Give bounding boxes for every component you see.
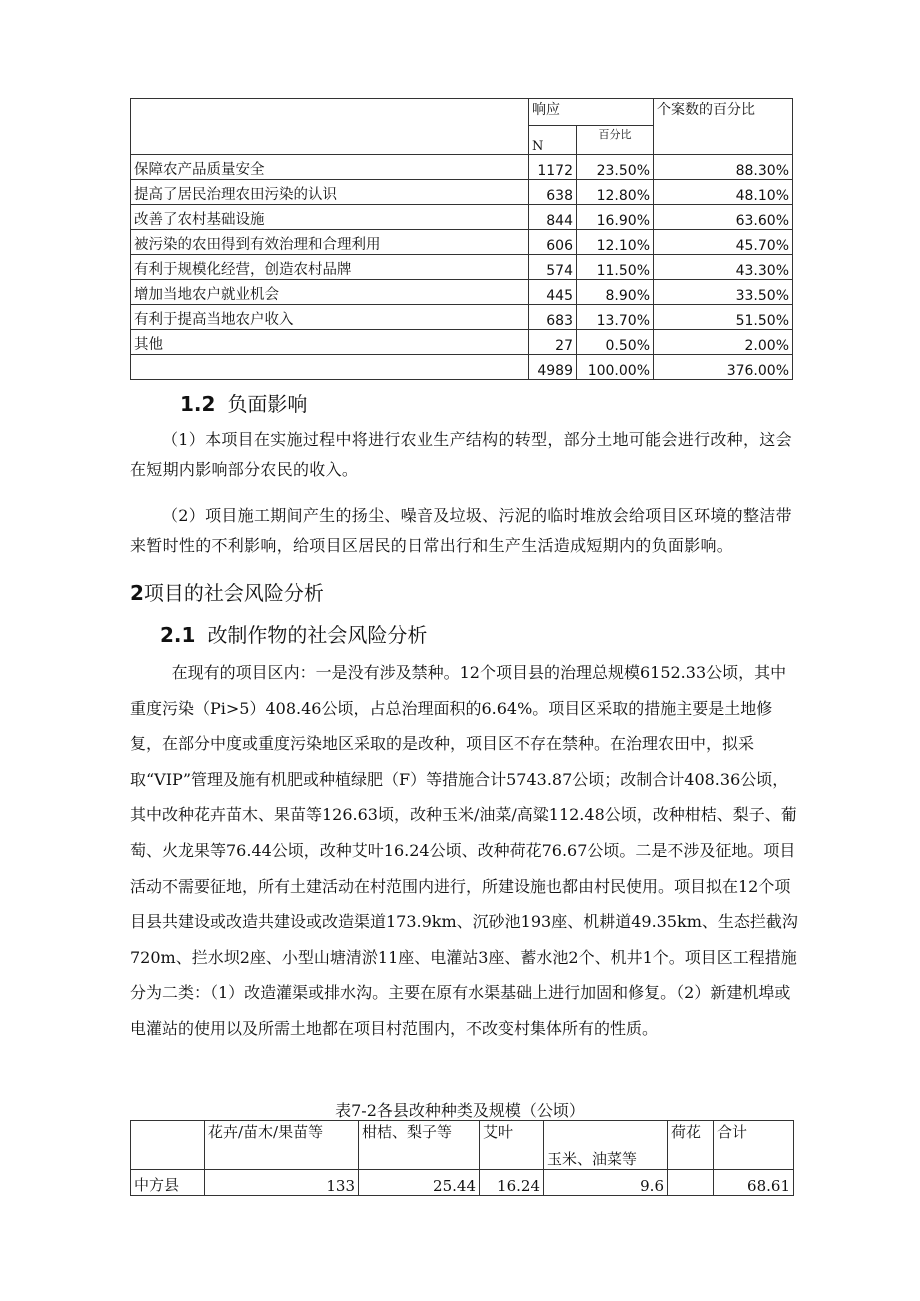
section-title: 负面影响 bbox=[227, 392, 308, 416]
row-n: 844 bbox=[529, 205, 577, 230]
paragraph-1: （1）本项目在实施过程中将进行农业生产结构的转型，部分土地可能会进行改种，这会在短期内影响部分农民的收入。 bbox=[130, 430, 792, 480]
row-n: 638 bbox=[529, 180, 577, 205]
row-pct: 23.50% bbox=[577, 155, 654, 180]
row-cases: 63.60% bbox=[654, 205, 793, 230]
row-pct: 11.50% bbox=[577, 255, 654, 280]
paragraph-2: （2）项目施工期间产生的扬尘、噪音及垃圾、污泥的临时堆放会给项目区环境的整洁带来暂时性的不利影响，给项目区居民的日常出行和生产生活造成短期内的负面影响。 bbox=[130, 506, 792, 556]
section-title: 项目的社会风险分析 bbox=[143, 581, 324, 605]
table-total-row bbox=[131, 355, 793, 380]
row-label: 增加当地农户就业机会 bbox=[131, 280, 529, 305]
row-pct: 16.90% bbox=[577, 205, 654, 230]
row-cases: 2.00% bbox=[654, 330, 793, 355]
row-label: 有利于规模化经营，创造农村品牌 bbox=[131, 255, 529, 280]
row-n: 606 bbox=[529, 230, 577, 255]
paragraph-3: 在现有的项目区内：一是没有涉及禁种。12个项目县的治理总规模6152.33公顷，其中重度污染（Pi>5）408.46公顷，占总治理面积的6.64%。项目区采取的措施主要是土地修复，在部分中度或重度污染地区采取的是改种，项目区不存在禁种。在治理农田中，拟采取“VIP”管理及施有机肥或种植绿肥（F）等措施合计5743.87公顷；改制合计408.36公顷，其中改种花卉苗木、果苗等126.63顷，改种玉米/油菜/高粱112.48公顷，改种柑桔、梨子、葡萄、火龙果等76.44公顷，改种艾叶16.24公顷、改种荷花76.67公顷。二是不涉及征地。项目活动不需要征地，所有土建活动在村范围内进行，所建设施也都由村民使用。项目拟在12个项目县共建设或改造共建设或改造渠道173.9km、沉砂池193座、机耕道49.35km、生态拦截沟720m、拦水坝2座、小型山塘清淤11座、电灌站3座、蓄水池2个、机井1个。项目区工程措施分为二类：（1）改造灌渠或排水沟。主要在原有水渠基础上进行加固和修复。（2）新建机埠或电灌站的使用以及所需土地都在项目村范围内，不改变村集体所有的性质。 bbox=[130, 663, 798, 1038]
row-n: 445 bbox=[529, 280, 577, 305]
row-label: 改善了农村基础设施 bbox=[131, 205, 529, 230]
header-cell: 柑桔、梨子等 bbox=[359, 1121, 480, 1170]
total-n: 4989 bbox=[529, 355, 577, 380]
header-response: 响应 bbox=[529, 99, 654, 126]
row-pct: 8.90% bbox=[577, 280, 654, 305]
table-row bbox=[131, 230, 793, 255]
table-row bbox=[131, 205, 793, 230]
row-n: 1172 bbox=[529, 155, 577, 180]
table-caption: 表7-2各县改种种类及规模（公顷） bbox=[335, 1101, 585, 1120]
header-blank bbox=[131, 99, 529, 155]
row-label: 其他 bbox=[131, 330, 529, 355]
header-cell: 玉米、油菜等 bbox=[544, 1121, 668, 1170]
header-cell: 荷花 bbox=[668, 1121, 714, 1170]
table-header-row bbox=[131, 99, 793, 126]
section-heading-2-1 bbox=[160, 619, 427, 648]
value-cell: 9.6 bbox=[544, 1170, 668, 1196]
row-label: 有利于提高当地农户收入 bbox=[131, 305, 529, 330]
table-row bbox=[131, 305, 793, 330]
header-pct: 百分比 bbox=[577, 126, 654, 155]
header-n: N bbox=[529, 126, 577, 155]
section-heading-1-2 bbox=[180, 388, 307, 417]
response-table bbox=[130, 98, 793, 380]
row-cases: 33.50% bbox=[654, 280, 793, 305]
value-cell: 68.61 bbox=[714, 1170, 794, 1196]
county-cell: 中方县 bbox=[131, 1170, 205, 1196]
row-pct: 13.70% bbox=[577, 305, 654, 330]
total-cases: 376.00% bbox=[654, 355, 793, 380]
row-label: 被污染的农田得到有效治理和合理利用 bbox=[131, 230, 529, 255]
table-row bbox=[131, 155, 793, 180]
table-row bbox=[131, 1170, 794, 1196]
section-number: 2 bbox=[130, 581, 144, 605]
row-n: 574 bbox=[529, 255, 577, 280]
table-header-row bbox=[131, 1121, 794, 1170]
row-cases: 43.30% bbox=[654, 255, 793, 280]
table-row bbox=[131, 330, 793, 355]
value-cell bbox=[668, 1170, 714, 1196]
row-pct: 12.80% bbox=[577, 180, 654, 205]
section-number: 1.2 bbox=[180, 392, 216, 416]
table-row bbox=[131, 255, 793, 280]
value-cell: 25.44 bbox=[359, 1170, 480, 1196]
total-label bbox=[131, 355, 529, 380]
crop-change-table bbox=[130, 1120, 794, 1196]
value-cell: 133 bbox=[205, 1170, 359, 1196]
header-pct-cases: 个案数的百分比 bbox=[654, 99, 793, 155]
table-row bbox=[131, 280, 793, 305]
header-cell bbox=[131, 1121, 205, 1170]
row-label: 提高了居民治理农田污染的认识 bbox=[131, 180, 529, 205]
header-cell: 花卉/苗木/果苗等 bbox=[205, 1121, 359, 1170]
row-pct: 12.10% bbox=[577, 230, 654, 255]
row-cases: 45.70% bbox=[654, 230, 793, 255]
row-label: 保障农产品质量安全 bbox=[131, 155, 529, 180]
table-row bbox=[131, 180, 793, 205]
section-heading-2 bbox=[130, 577, 324, 606]
row-cases: 88.30% bbox=[654, 155, 793, 180]
header-cell: 艾叶 bbox=[480, 1121, 544, 1170]
total-pct: 100.00% bbox=[577, 355, 654, 380]
section-number: 2.1 bbox=[160, 623, 196, 647]
row-cases: 48.10% bbox=[654, 180, 793, 205]
header-cell: 合计 bbox=[714, 1121, 794, 1170]
row-n: 683 bbox=[529, 305, 577, 330]
row-n: 27 bbox=[529, 330, 577, 355]
row-cases: 51.50% bbox=[654, 305, 793, 330]
row-pct: 0.50% bbox=[577, 330, 654, 355]
value-cell: 16.24 bbox=[480, 1170, 544, 1196]
section-title: 改制作物的社会风险分析 bbox=[207, 623, 428, 647]
